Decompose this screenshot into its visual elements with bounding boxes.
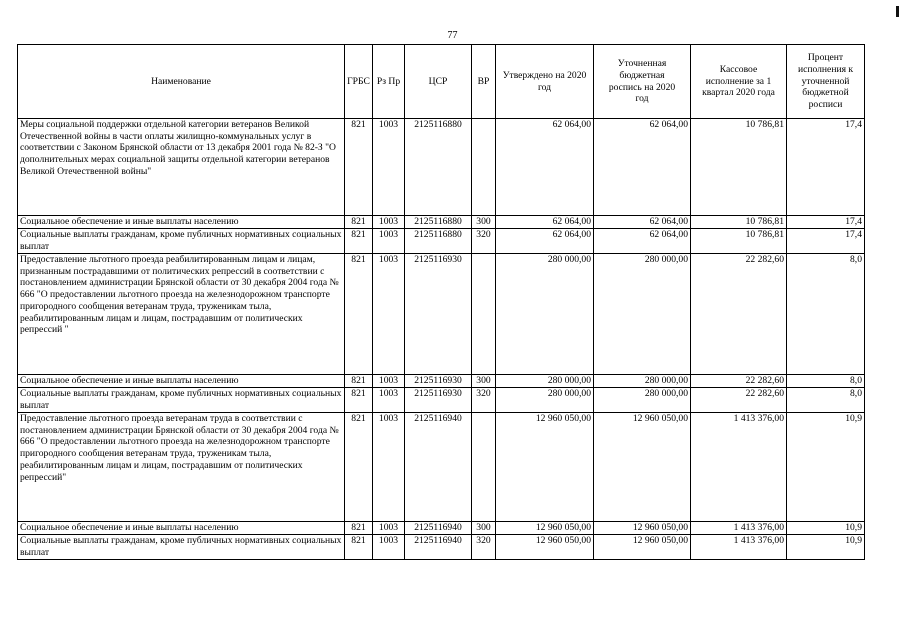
cell-csr: 2125116940: [405, 535, 472, 560]
budget-table: [17, 44, 865, 560]
cell-rzpr: 1003: [373, 375, 405, 388]
cell-cash: 22 282,60: [691, 388, 787, 413]
cell-approved: 12 960 050,00: [496, 413, 594, 522]
cell-cash: 22 282,60: [691, 254, 787, 375]
table-row: [18, 522, 865, 535]
cell-approved: 62 064,00: [496, 229, 594, 254]
cell-refined: 280 000,00: [594, 375, 691, 388]
cell-rzpr: 1003: [373, 522, 405, 535]
cell-csr: 2125116880: [405, 229, 472, 254]
cell-vr: [472, 119, 496, 216]
cell-vr: 320: [472, 535, 496, 560]
cell-csr: 2125116930: [405, 388, 472, 413]
cell-percent: 17,4: [787, 229, 865, 254]
cell-grbs: 821: [345, 216, 373, 229]
cell-percent: 17,4: [787, 216, 865, 229]
cell-grbs: 821: [345, 375, 373, 388]
cell-csr: 2125116940: [405, 522, 472, 535]
cell-rzpr: 1003: [373, 216, 405, 229]
cell-rzpr: 1003: [373, 388, 405, 413]
cell-name: Социальные выплаты гражданам, кроме публичных нормативных социальных выплат: [18, 388, 345, 413]
cell-refined: 12 960 050,00: [594, 535, 691, 560]
cell-vr: 300: [472, 375, 496, 388]
cell-approved: 12 960 050,00: [496, 535, 594, 560]
cell-approved: 280 000,00: [496, 388, 594, 413]
cell-rzpr: 1003: [373, 535, 405, 560]
header-rzpr: Рз Пр: [373, 45, 405, 119]
table-row: [18, 375, 865, 388]
cell-csr: 2125116940: [405, 413, 472, 522]
cell-name: Социальные выплаты гражданам, кроме публичных нормативных социальных выплат: [18, 535, 345, 560]
cell-cash: 10 786,81: [691, 119, 787, 216]
cell-vr: 320: [472, 388, 496, 413]
cell-vr: [472, 254, 496, 375]
header-vr: ВР: [472, 45, 496, 119]
cell-refined: 12 960 050,00: [594, 413, 691, 522]
cell-grbs: 821: [345, 254, 373, 375]
table-row: [18, 388, 865, 413]
cell-cash: 1 413 376,00: [691, 413, 787, 522]
cell-refined: 280 000,00: [594, 388, 691, 413]
page-number: 77: [447, 30, 458, 41]
cell-approved: 280 000,00: [496, 254, 594, 375]
cell-refined: 12 960 050,00: [594, 522, 691, 535]
cell-vr: 300: [472, 216, 496, 229]
cell-grbs: 821: [345, 522, 373, 535]
cell-csr: 2125116930: [405, 254, 472, 375]
cell-percent: 17,4: [787, 119, 865, 216]
cell-percent: 10,9: [787, 535, 865, 560]
cell-name: Социальные выплаты гражданам, кроме публичных нормативных социальных выплат: [18, 229, 345, 254]
cell-grbs: 821: [345, 229, 373, 254]
cell-name: Предоставление льготного проезда реабилитированным лицам и лицам, признанным пострадавшими от политических репрессий в соответствии с постановлением администрации Брянской области от 30 декабря 2004 года № 666 "О предоставлении льготного проезда на железнодорожном транспорте пригородного сообщения ветеранам труда, труженикам тыла, реабилитированным лицам и лицам, пострадавшим от политических репрессий ": [18, 254, 345, 375]
cell-csr: 2125116880: [405, 119, 472, 216]
cell-grbs: 821: [345, 413, 373, 522]
cell-rzpr: 1003: [373, 413, 405, 522]
header-approved: Утверждено на 2020 год: [496, 45, 594, 119]
header-refined: Уточненная бюджетная роспись на 2020 год: [594, 45, 691, 119]
cell-vr: 300: [472, 522, 496, 535]
cell-percent: 8,0: [787, 375, 865, 388]
cell-name: Предоставление льготного проезда ветеранам труда в соответствии с постановлением администрации Брянской области от 30 декабря 2004 года № 666 "О предоставлении льготного проезда на железнодорожном транспорте пригородного сообщения ветеранам труда, труженикам тыла, реабилитированным лицам и лицам, пострадавшим от политических репрессий": [18, 413, 345, 522]
cell-cash: 10 786,81: [691, 216, 787, 229]
table-row: [18, 254, 865, 375]
cell-name: Социальное обеспечение и иные выплаты населению: [18, 375, 345, 388]
cell-cash: 1 413 376,00: [691, 522, 787, 535]
header-grbs: ГРБС: [345, 45, 373, 119]
table-row: [18, 119, 865, 216]
cell-rzpr: 1003: [373, 229, 405, 254]
cell-name: Социальное обеспечение и иные выплаты населению: [18, 216, 345, 229]
header-name: Наименование: [18, 45, 345, 119]
cell-refined: 62 064,00: [594, 229, 691, 254]
cell-refined: 62 064,00: [594, 216, 691, 229]
cell-percent: 8,0: [787, 388, 865, 413]
cell-approved: 280 000,00: [496, 375, 594, 388]
cell-approved: 62 064,00: [496, 119, 594, 216]
cell-cash: 1 413 376,00: [691, 535, 787, 560]
cell-vr: 320: [472, 229, 496, 254]
cell-cash: 22 282,60: [691, 375, 787, 388]
header-csr: ЦСР: [405, 45, 472, 119]
header-percent: Процент исполнения к уточненной бюджетной росписи: [787, 45, 865, 119]
table-row: [18, 413, 865, 522]
header-row: [18, 45, 865, 119]
cell-approved: 62 064,00: [496, 216, 594, 229]
cell-refined: 62 064,00: [594, 119, 691, 216]
page-edge-mark: [896, 6, 899, 17]
cell-cash: 10 786,81: [691, 229, 787, 254]
table-row: [18, 229, 865, 254]
cell-refined: 280 000,00: [594, 254, 691, 375]
cell-grbs: 821: [345, 388, 373, 413]
cell-name: Социальное обеспечение и иные выплаты населению: [18, 522, 345, 535]
cell-vr: [472, 413, 496, 522]
cell-rzpr: 1003: [373, 119, 405, 216]
cell-percent: 10,9: [787, 413, 865, 522]
table-row: [18, 535, 865, 560]
cell-rzpr: 1003: [373, 254, 405, 375]
cell-percent: 10,9: [787, 522, 865, 535]
cell-grbs: 821: [345, 119, 373, 216]
cell-approved: 12 960 050,00: [496, 522, 594, 535]
header-cash: Кассовое исполнение за 1 квартал 2020 года: [691, 45, 787, 119]
cell-percent: 8,0: [787, 254, 865, 375]
cell-name: Меры социальной поддержки отдельной категории ветеранов Великой Отечественной войны в части оплаты жилищно-коммунальных услуг в соответствии с Законом Брянской области от 13 декабря 2001 года № 82-З "О дополнительных мерах социальной защиты отдельной категории ветеранов Великой Отечественной войны": [18, 119, 345, 216]
cell-csr: 2125116930: [405, 375, 472, 388]
cell-csr: 2125116880: [405, 216, 472, 229]
table-body: [18, 119, 865, 560]
table-row: [18, 216, 865, 229]
cell-grbs: 821: [345, 535, 373, 560]
